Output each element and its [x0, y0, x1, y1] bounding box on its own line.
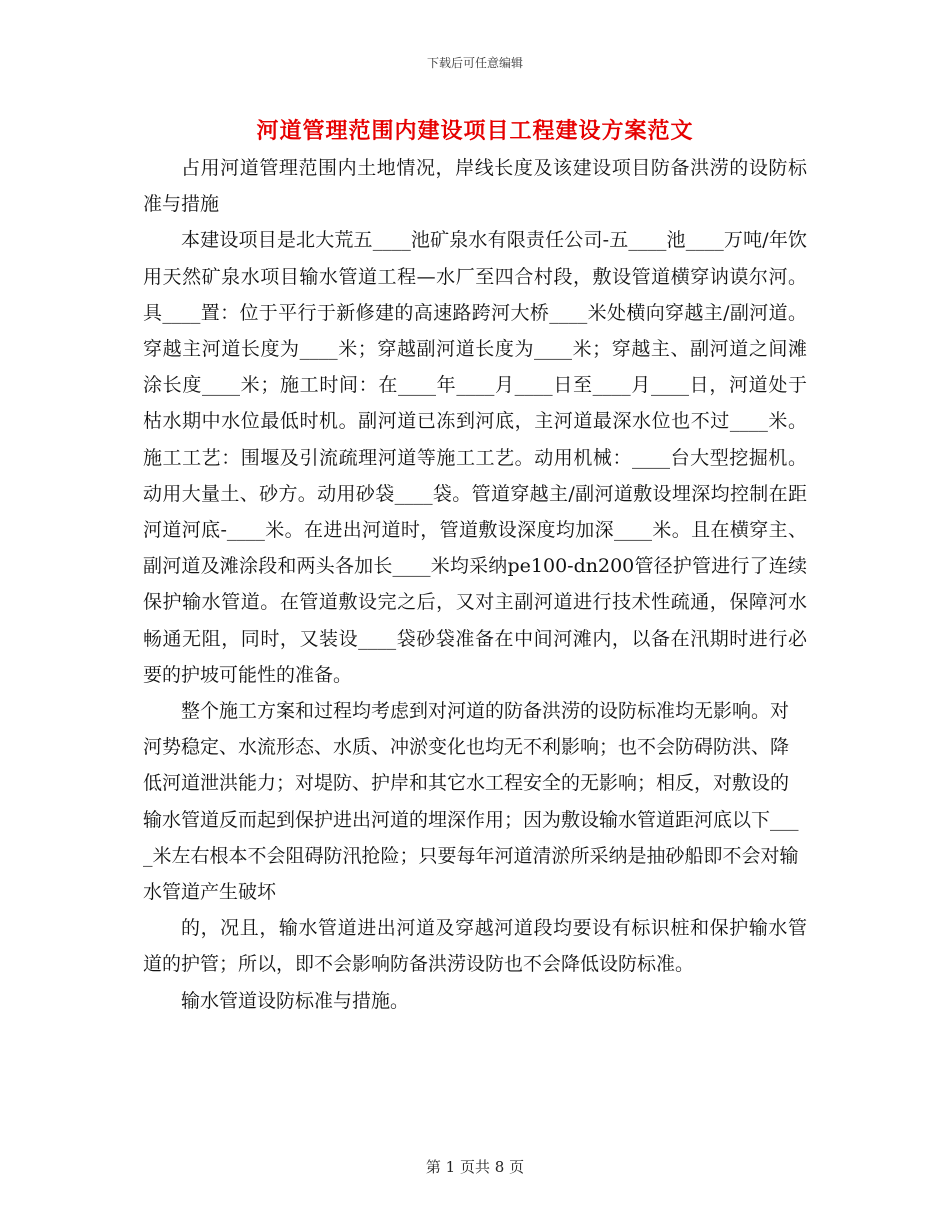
document-body [143, 150, 807, 1019]
paragraph: 的，况且，输水管道进出河道及穿越河道段均要设有标识桩和保护输水管道的护管；所以，即不会影响防备洪涝设防也不会降低设防标准。 [143, 917, 807, 976]
paragraph: 本建设项目是北大荒五____池矿泉水有限责任公司-五____池____万吨/年饮用天然矿泉水项目输水管道工程—水厂至四合村段，敷设管道横穿讷谟尔河。具____置：位于平行于新修建的高速路跨河大桥____米处横向穿越主/副河道。穿越主河道长度为____米；穿越副河道长度为____米；穿越主、副河道之间滩涂长度____米；施工时间：在____年____月____日至____月____日，河道处于枯水期中水位最低时机。副河道已冻到河底，主河道最深水位也不过____米。施工工艺：围堰及引流疏理河道等施工工艺。动用机械：____台大型挖掘机。动用大量土、砂方。动用砂袋____袋。管道穿越主/副河道敷设埋深均控制在距河道河底-____米。在进出河道时，管道敷设深度均加深____米。且在横穿主、副河道及滩涂段和两头各加长____米均采纳pe100-dn200管径护管进行了连续保护输水管道。在管道敷设完之后，又对主副河道进行技术性疏通，保障河水畅通无阻，同时，又装设____袋砂袋准备在中间河滩内，以备在汛期时进行必要的护坡可能性的准备。 [143, 229, 807, 686]
paragraph: 整个施工方案和过程均考虑到对河道的防备洪涝的设防标准均无影响。对河势稳定、水流形态、水质、冲淤变化也均无不利影响；也不会防碍防洪、降低河道泄洪能力；对堤防、护岸和其它水工程安全的无影响；相反，对敷设的输水管道反而起到保护进出河道的埋深作用；因为敷设输水管道距河底以下____米左右根本不会阻碍防汛抢险；只要每年河道清淤所采纳是抽砂船即不会对输水管道产生破坏 [143, 700, 799, 904]
page-number: 第 1 页共 8 页 [425, 1158, 525, 1176]
paragraph: 输水管道设防标准与措施。 [181, 989, 410, 1012]
document-title: 河道管理范围内建设项目工程建设方案范文 [256, 118, 694, 144]
paragraph: 占用河道管理范围内土地情况，岸线长度及该建设项目防备洪涝的设防标准与措施 [143, 157, 807, 216]
header-note: 下载后可任意编辑 [426, 56, 523, 70]
